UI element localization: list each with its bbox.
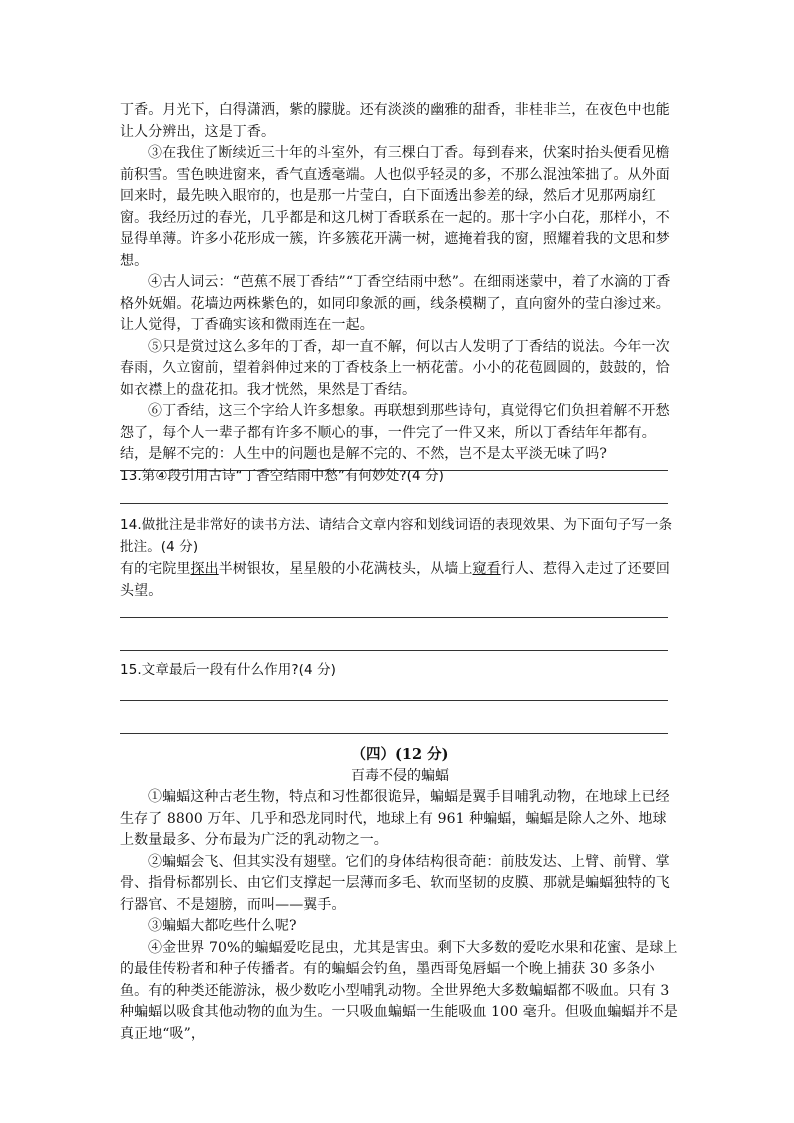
passage-paragraph-3: ③在我住了断续近三十年的斗室外，有三棵白丁香。每到春来，伏案时抬头便看见檐前积雪。雪色映进窗来，香气直透毫端。人也似乎轻灵的多，不那么混浊笨拙了。从外面回来时，最先映入眼帘的，也是那一片莹白，白下面透出参差的绿，然后才见那两扇红窗。我经历过的春光，几乎都是和这几树丁香联系在一起的。那十字小白花，那样小，不显得单薄。许多小花形成一簇，许多簇花开满一树，遮掩着我的窗，照耀着我的文思和梦想。 [120,145,670,269]
passage-paragraph-2: 丁香。月光下，白得潇洒，紫的朦胧。还有淡淡的幽雅的甜香，非桂非兰，在夜色中也能让人分辨出，这是丁香。 [120,102,670,140]
answer-line-q15-1[interactable] [120,700,668,701]
passage-block [120,100,680,487]
underlined-word-tanchu: 探出 [190,561,219,577]
question-15: 15.文章最后一段有什么作用?(4 分) [120,662,337,678]
bat-passage-block [120,787,680,1045]
section-heading: （四）(12 分) [351,746,449,763]
bat-paragraph-1: ①蝙蝠这种古老生物，特点和习性都很诡异，蝙蝠是翼手目哺乳动物，在地球上已经生存了 8800 万年、几乎和恐龙同时代，地球上有 961 种蝙蝠，蝙蝠是除人之外、地球上数量最多、分布最为广泛的乳动物之一。 [120,789,670,848]
passage-paragraph-6: ⑥丁香结，这三个字给人许多想象。再联想到那些诗句，真觉得它们负担着解不开愁怨了，每个人一辈子都有许多不顺心的事，一件完了一件又来，所以丁香结年年都有。结，是解不完的：人生中的问题也是解不完的、不然，岂不是太平淡无味了吗? [120,403,670,462]
article-title: 百毒不侵的蝙蝠 [351,768,449,784]
bat-paragraph-3: ③蝙蝠大都吃些什么呢? [148,918,297,934]
answer-line-q14-1[interactable] [120,617,668,618]
question-15-block [120,660,680,682]
sentence-part-a: 有的宅院里 [120,561,191,577]
answer-line-q13-1[interactable] [120,470,668,471]
question-13: 13.第④段引用古诗“丁香空结雨中愁”有何妙处?(4 分) [120,467,445,484]
question-14-sentence [120,559,680,602]
passage-paragraph-4: ④古人词云：“芭蕉不展丁香结”“丁香空结雨中愁”。在细雨迷蒙中，着了水滴的丁香格外妩媚。花墙边两株紫色的，如同印象派的画，线条模糊了，直向窗外的莹白渗过来。让人觉得，丁香确实该和微雨连在一起。 [120,274,671,333]
question-14: 14.做批注是非常好的读书方法、请结合文章内容和划线词语的表现效果、为下面句子写一条批注。(4 分) [120,517,673,555]
bat-paragraph-2: ②蝙蝠会飞、但其实没有翅壁。它们的身体结构很奇葩：前肢发达、上臂、前臂、掌骨、指骨标都别长、由它们支撑起一层薄而多毛、软而坚韧的皮膜、那就是蝙蝠独特的飞行器官、不是翅膀，而叫——翼手。 [120,853,670,913]
answer-line-q13-2[interactable] [120,503,668,504]
answer-line-q14-2[interactable] [120,650,668,651]
question-14-block [120,515,680,602]
answer-line-q15-2[interactable] [120,733,668,734]
sentence-part-b: 半树银妆，星星般的小花满枝头，从墙上 [218,561,473,577]
sentence-part-c: 行人、惹得入走过了还要回头望。 [120,561,670,599]
underlined-word-kuikan: 窥看 [472,561,501,577]
bat-paragraph-4: ④金世界 70%的蝙蝠爱吃昆虫，尤其是害虫。剩下大多数的爱吃水果和花蜜、是球上的最佳传粉者和种子传播者。有的蝙蝠会钓鱼，墨西哥兔唇蝠一个晚上捕获 30 多条小鱼。有的种类还能游泳，极少数吃小型哺乳动物。全世界绝大多数蝙蝠都不吸血。只有 3 种蝙蝠以吸食其他动物的血为生。一只吸血蝙蝠一生能吸血 100 毫升。但吸血蝙蝠并不是真正地“吸”， [120,939,678,1042]
passage-paragraph-5: ⑤只是赏过这么多年的丁香，却一直不解，何以古人发明了丁香结的说法。今年一次春雨，久立窗前，望着斜伸过来的丁香枝条上一柄花蕾。小小的花苞圆圆的，鼓鼓的，恰如衣襟上的盘花扣。我才恍然，果然是丁香结。 [120,338,670,398]
